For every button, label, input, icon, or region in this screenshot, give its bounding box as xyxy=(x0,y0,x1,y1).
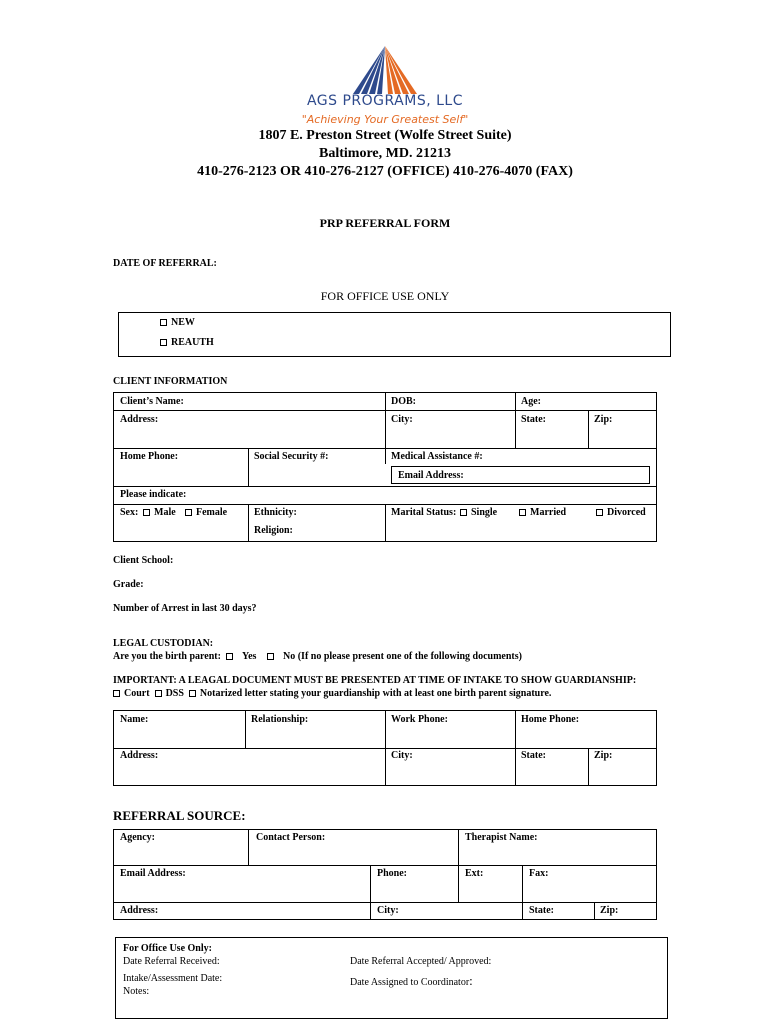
single-option[interactable] xyxy=(460,507,497,518)
custodian-work-phone-label: Work Phone: xyxy=(391,714,448,725)
header-address-line2: Baltimore, MD. 21213 xyxy=(319,146,451,161)
notarized-label: Notarized letter stating your guardianship with at least one birth parent signature. xyxy=(199,688,552,699)
state-label: State: xyxy=(521,414,546,425)
male-label: Male xyxy=(154,507,176,518)
court-checkbox[interactable] xyxy=(113,690,120,697)
agency-label: Agency: xyxy=(120,832,155,843)
company-tagline: "Achieving Your Greatest Self" xyxy=(301,113,469,126)
male-checkbox[interactable] xyxy=(143,509,150,516)
arrests-label: Number of Arrest in last 30 days? xyxy=(113,603,257,614)
sex-label: Sex: xyxy=(120,507,139,518)
new-option[interactable] xyxy=(160,317,195,328)
yes-checkbox[interactable] xyxy=(226,653,233,660)
date-assigned-colon: : xyxy=(469,973,473,988)
date-accepted-label: Date Referral Accepted/ Approved: xyxy=(350,956,492,967)
form-title: PRP REFERRAL FORM xyxy=(319,216,451,230)
dss-label: DSS xyxy=(165,688,184,699)
legal-custodian-heading: LEGAL CUSTODIAN: xyxy=(113,638,214,649)
custodian-relationship-label: Relationship: xyxy=(251,714,309,725)
reauth-option[interactable] xyxy=(160,337,214,348)
notarized-checkbox[interactable] xyxy=(189,690,196,697)
email-label: Email Address: xyxy=(398,470,464,481)
ethnicity-label: Ethnicity: xyxy=(254,507,297,518)
date-of-referral-label: DATE OF REFERRAL: xyxy=(113,258,217,269)
female-label: Female xyxy=(196,507,228,518)
custodian-zip-label: Zip: xyxy=(594,750,613,761)
yes-label: Yes xyxy=(242,651,257,662)
medical-assistance-label: Medical Assistance #: xyxy=(391,451,483,462)
no-label: No (If no please present one of the following documents) xyxy=(283,651,522,662)
new-label: NEW xyxy=(171,317,195,328)
office-footer-title: For Office Use Only: xyxy=(123,943,212,954)
dss-checkbox[interactable] xyxy=(155,690,162,697)
home-phone-label: Home Phone: xyxy=(120,451,179,462)
female-checkbox[interactable] xyxy=(185,509,192,516)
female-option[interactable] xyxy=(185,507,227,518)
referral-phone-label: Phone: xyxy=(377,868,407,879)
office-use-title: FOR OFFICE USE ONLY xyxy=(320,289,450,303)
referral-state-label: State: xyxy=(529,905,554,916)
company-name: AGS PROGRAMS, LLC xyxy=(306,93,464,109)
contact-person-label: Contact Person: xyxy=(256,832,326,843)
city-label: City: xyxy=(391,414,413,425)
address-label: Address: xyxy=(120,414,159,425)
company-logo xyxy=(335,44,435,96)
intake-date-label: Intake/Assessment Date: xyxy=(123,973,223,984)
dob-label: DOB: xyxy=(391,396,416,407)
referral-city-label: City: xyxy=(377,905,399,916)
zip-label: Zip: xyxy=(594,414,613,425)
no-checkbox[interactable] xyxy=(267,653,274,660)
divorced-label: Divorced xyxy=(607,507,646,518)
referral-email-label: Email Address: xyxy=(120,868,186,879)
guardianship-docs xyxy=(113,688,551,699)
marital-status-label: Marital Status: xyxy=(391,507,457,518)
custodian-state-label: State: xyxy=(521,750,546,761)
reauth-checkbox[interactable] xyxy=(160,339,167,346)
custodian-name-label: Name: xyxy=(120,714,149,725)
ssn-label: Social Security #: xyxy=(254,451,329,462)
new-checkbox[interactable] xyxy=(160,319,167,326)
reauth-label: REAUTH xyxy=(171,337,214,348)
custodian-city-label: City: xyxy=(391,750,413,761)
birth-parent-question: Are you the birth parent: xyxy=(113,651,221,662)
please-indicate-label: Please indicate: xyxy=(120,489,187,500)
single-checkbox[interactable] xyxy=(460,509,467,516)
office-use-box xyxy=(118,312,671,357)
no-option[interactable] xyxy=(267,651,522,662)
important-notice: IMPORTANT: A LEAGAL DOCUMENT MUST BE PRESENTED AT TIME OF INTAKE TO SHOW GUARDIANSHIP: xyxy=(113,675,637,686)
notes-label: Notes: xyxy=(123,986,150,997)
male-option[interactable] xyxy=(143,507,176,518)
married-checkbox[interactable] xyxy=(519,509,526,516)
age-label: Age: xyxy=(521,396,541,407)
date-assigned-text: Date Assigned to Coordinator xyxy=(350,977,470,988)
therapist-name-label: Therapist Name: xyxy=(465,832,538,843)
yes-option[interactable] xyxy=(226,651,256,662)
client-info-heading: CLIENT INFORMATION xyxy=(113,376,228,387)
married-option[interactable] xyxy=(519,507,566,518)
custodian-home-phone-label: Home Phone: xyxy=(521,714,580,725)
client-school-label: Client School: xyxy=(113,555,174,566)
referral-ext-label: Ext: xyxy=(465,868,484,879)
grade-label: Grade: xyxy=(113,579,144,590)
date-received-label: Date Referral Received: xyxy=(123,956,220,967)
religion-label: Religion: xyxy=(254,525,293,536)
referral-zip-label: Zip: xyxy=(600,905,619,916)
header-phones: 410-276-2123 OR 410-276-2127 (OFFICE) 410-276-4070 (FAX) xyxy=(197,164,573,179)
client-name-label: Client’s Name: xyxy=(120,396,184,407)
divorced-checkbox[interactable] xyxy=(596,509,603,516)
referral-source-heading: REFERRAL SOURCE: xyxy=(113,808,246,823)
referral-fax-label: Fax: xyxy=(529,868,549,879)
divorced-option[interactable] xyxy=(596,507,646,518)
header-address-line1: 1807 E. Preston Street (Wolfe Street Suite) xyxy=(258,128,512,143)
date-assigned-label xyxy=(350,973,473,989)
referral-address-label: Address: xyxy=(120,905,159,916)
married-label: Married xyxy=(530,507,567,518)
court-label: Court xyxy=(124,688,150,699)
single-label: Single xyxy=(471,507,498,518)
custodian-address-label: Address: xyxy=(120,750,159,761)
